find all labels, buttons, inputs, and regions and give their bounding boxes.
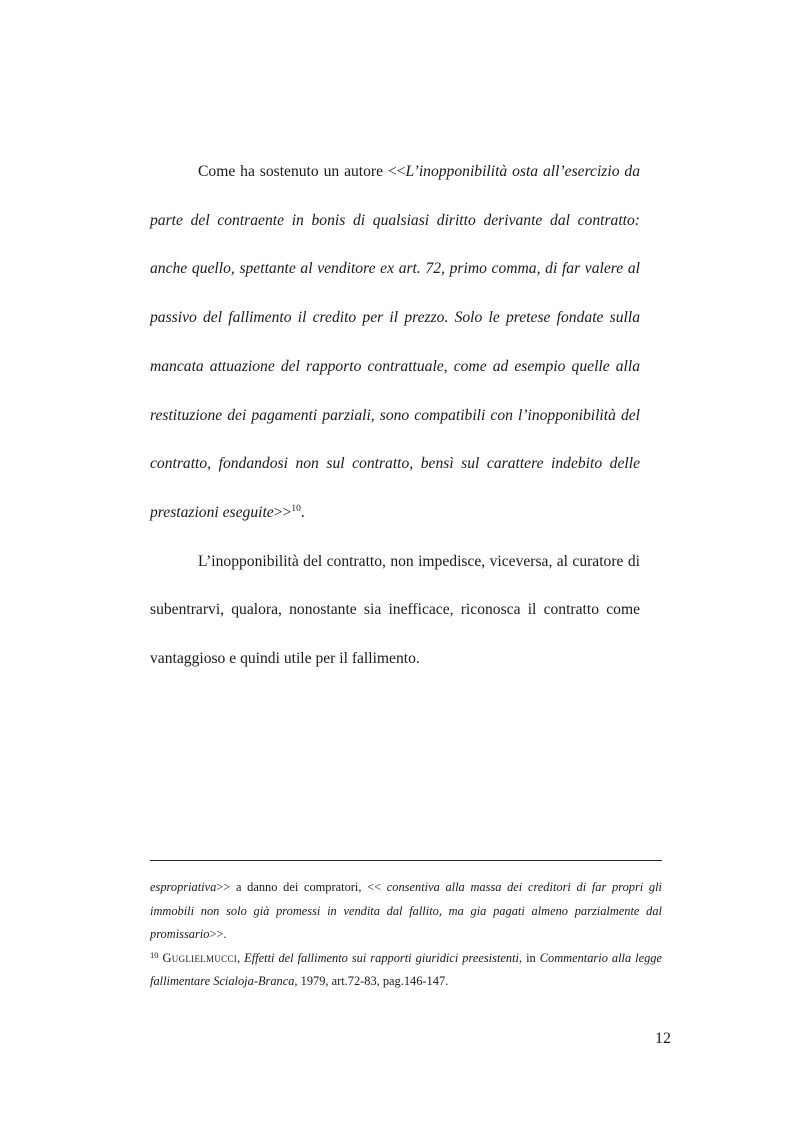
footnote-10-source: Commentario alla legge fallimentare Scialoja-Branca bbox=[150, 950, 662, 988]
paragraph-1 bbox=[150, 148, 640, 538]
footnotes bbox=[150, 876, 662, 994]
footnote-ref-10[interactable]: 10 bbox=[291, 503, 301, 514]
footnote-10-sep: , bbox=[237, 950, 245, 965]
footnote-10 bbox=[150, 947, 662, 994]
fn-cont-italic-a: espropriativa bbox=[150, 880, 217, 894]
fn-cont-text-b: >> a danno dei compratori, << bbox=[216, 880, 387, 894]
footnote-10-author: Guglielmucci bbox=[162, 950, 238, 965]
paragraph-2-text: L’inopponibilità del contratto, non impedisce, viceversa, al curatore di subentrarvi, qualora, nonostante sia inefficace, riconosca il contratto come vantaggioso e quindi utile per il fallimento. bbox=[150, 552, 640, 668]
paragraph-2 bbox=[150, 538, 640, 684]
fn-cont-text-d: >>. bbox=[209, 927, 227, 941]
paragraph-1-lead: Come ha sostenuto un autore << bbox=[198, 163, 406, 180]
main-text bbox=[150, 148, 640, 684]
paragraph-1-quote: L’inopponibilità osta all’esercizio da parte del contraente in bonis di qualsiasi diritto derivante dal contratto: anche quello, spettante al venditore ex art. 72, primo comma, di far valere al passivo del fallimento il credito per il prezzo. Solo le pretese fondate sulla mancata attuazione del rapporto contrattuale, come ad esempio quelle alla restituzione dei pagamenti parziali, sono compatibili con l’inopponibilità del contratto, fondandosi non sul contratto, bensì sul carattere indebito delle prestazioni eseguite bbox=[150, 163, 641, 521]
fn-cont-italic-c: consentiva alla massa dei creditori di far propri gli immobili non solo già promessi in vendita dal fallito, ma gia pagati almeno parzialmente dal promissario bbox=[150, 880, 662, 941]
paragraph-1-quote-close: >> bbox=[273, 503, 292, 521]
footnote-separator bbox=[150, 860, 662, 861]
footnote-10-mid: , in bbox=[518, 950, 540, 965]
footnote-continuation bbox=[150, 876, 662, 947]
footnote-10-tail: , 1979, art.72-83, pag.146-147. bbox=[294, 974, 449, 988]
page-number: 12 bbox=[655, 1030, 671, 1047]
paragraph-1-end: . bbox=[300, 503, 305, 521]
footnote-10-title: Effetti del fallimento sui rapporti giuridici preesistenti bbox=[244, 950, 519, 965]
footnote-10-number: 10 bbox=[150, 949, 159, 960]
